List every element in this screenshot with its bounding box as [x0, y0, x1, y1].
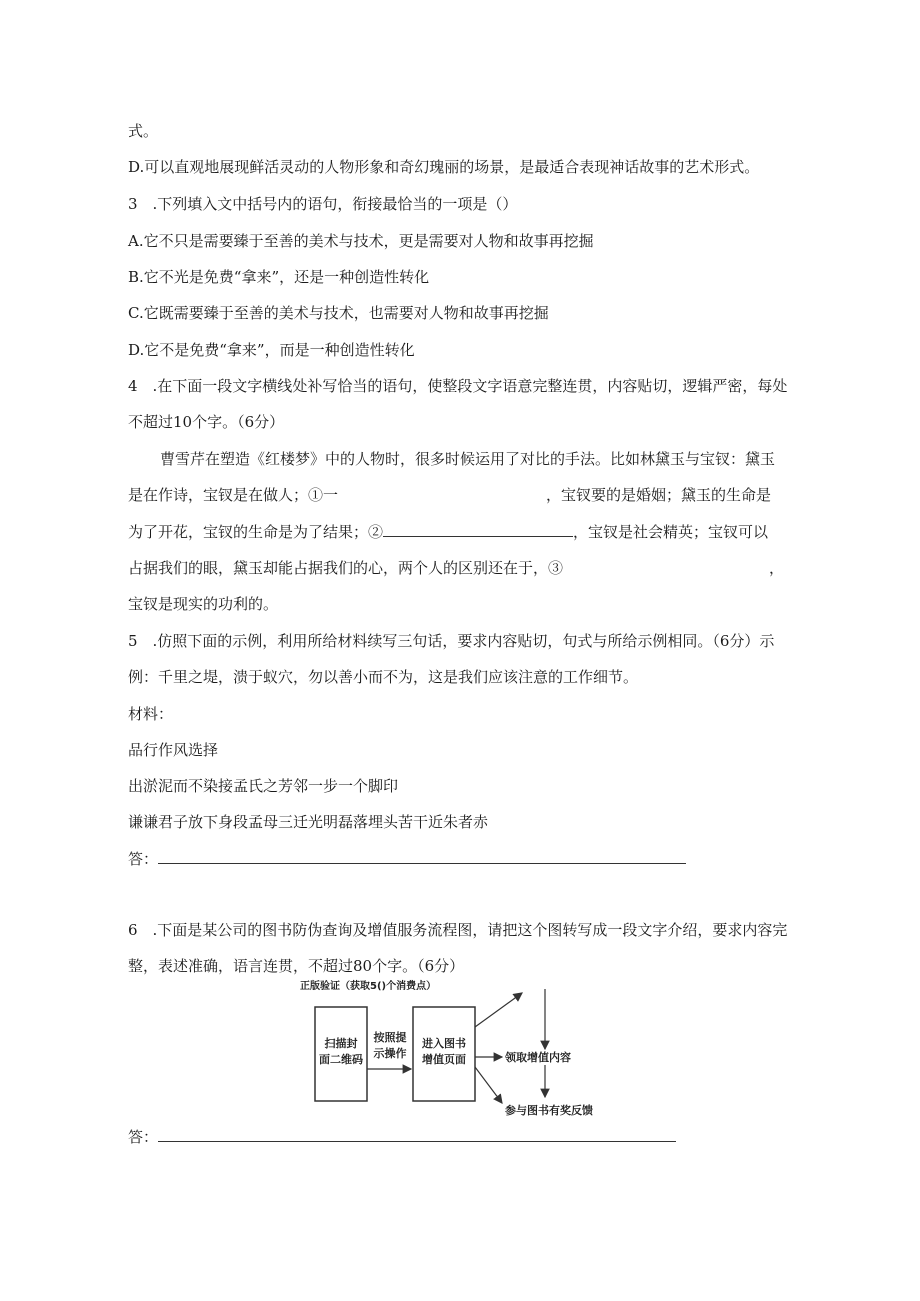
answer-label: 答：	[128, 850, 159, 868]
option-d: D.它不是免费“拿来”，而是一种创造性转化	[128, 341, 415, 359]
passage-text: 占据我们的眼，黛玉却能占据我们的心，两个人的区别还在于，③	[128, 559, 564, 577]
question-5-cont: 例：千里之堤，溃于蚁穴，勿以善小而不为，这是我们应该注意的工作细节。	[128, 668, 639, 686]
passage-line: 宝钗是现实的功利的。	[128, 595, 279, 613]
flow-box-scan-l2: 面二维码	[319, 1053, 363, 1066]
flow-arrow-label-l2: 示操作	[373, 1047, 407, 1060]
question-6: 6 .下面是某公司的图书防伪查询及增值服务流程图，请把这个图转写成一段文字介绍，要求内容完	[128, 921, 788, 939]
question-4: 4 .在下面一段文字横线处补写恰当的语句，使整段文字语意完整连贯，内容贴切，逻辑严密，每处	[128, 377, 788, 395]
passage-text: ，	[769, 559, 785, 577]
passage-text: ，宝钗要的是婚姻；黛玉的生命是	[546, 486, 772, 504]
text-line: 式。	[128, 122, 159, 140]
question-6-cont: 整，表述准确，语言连贯，不超过80个字。（6分）	[128, 957, 465, 975]
blank-2[interactable]	[383, 522, 573, 537]
flow-box-scan-l1: 扫描封	[324, 1037, 358, 1050]
flowchart	[290, 977, 630, 1127]
passage-line	[128, 522, 768, 542]
passage-line	[128, 485, 771, 505]
answer-line-6	[128, 1127, 676, 1147]
flow-box-enter-l1: 进入图书	[422, 1037, 466, 1050]
answer-blank-6[interactable]	[158, 1129, 676, 1142]
material-line: 出淤泥而不染接孟氏之芳邻一步一个脚印	[128, 777, 399, 795]
material-line: 品行作风选择	[128, 741, 219, 759]
option-a: A.它不只是需要臻于至善的美术与技术，更是需要对人物和故事再挖掘	[128, 232, 594, 250]
question-4-cont: 不超过10个字。（6分）	[128, 413, 285, 431]
material-label: 材料：	[128, 705, 174, 723]
flow-right-1: 领取增值内容	[505, 1051, 571, 1064]
answer-blank-5[interactable]	[158, 851, 686, 864]
answer-label: 答：	[128, 1128, 159, 1146]
option-b: B.它不光是免费“拿来”，还是一种创造性转化	[128, 268, 430, 286]
flow-box-enter-l2: 增值页面	[422, 1053, 466, 1066]
passage-line: 曹雪芹在塑造《红楼梦》中的人物时，很多时候运用了对比的手法。比如林黛玉与宝钗：黛玉	[160, 450, 776, 468]
flow-arrow	[475, 1067, 502, 1103]
material-line: 谦谦君子放下身段孟母三迁光明磊落埋头苦干近朱者赤	[128, 813, 489, 831]
passage-line	[128, 558, 784, 578]
flow-arrow	[475, 993, 522, 1027]
passage-text: ，宝钗是社会精英；宝钗可以	[573, 523, 769, 541]
answer-line-5	[128, 849, 686, 869]
flow-arrow-label-l1: 按照提	[373, 1031, 407, 1044]
flow-top-label: 正版验证（获取5()个消费点）	[300, 981, 437, 992]
question-5: 5 .仿照下面的示例，利用所给材料续写三句话，要求内容贴切，句式与所给示例相同。（6分）示	[128, 632, 775, 650]
option-c: C.它既需要臻于至善的美术与技术，也需要对人物和故事再挖掘	[128, 304, 549, 322]
passage-text: 为了开花，宝钗的生命是为了结果；②	[128, 523, 384, 541]
flow-right-2: 参与图书有奖反馈	[505, 1104, 593, 1117]
passage-text: 是在作诗，宝钗是在做人；①一	[128, 486, 339, 504]
option-d-prev: D.可以直观地展现鲜活灵动的人物形象和奇幻瑰丽的场景，是最适合表现神话故事的艺术形式。	[128, 158, 760, 176]
question-3: 3 .下列填入文中括号内的语句，衔接最恰当的一项是（）	[128, 195, 518, 213]
